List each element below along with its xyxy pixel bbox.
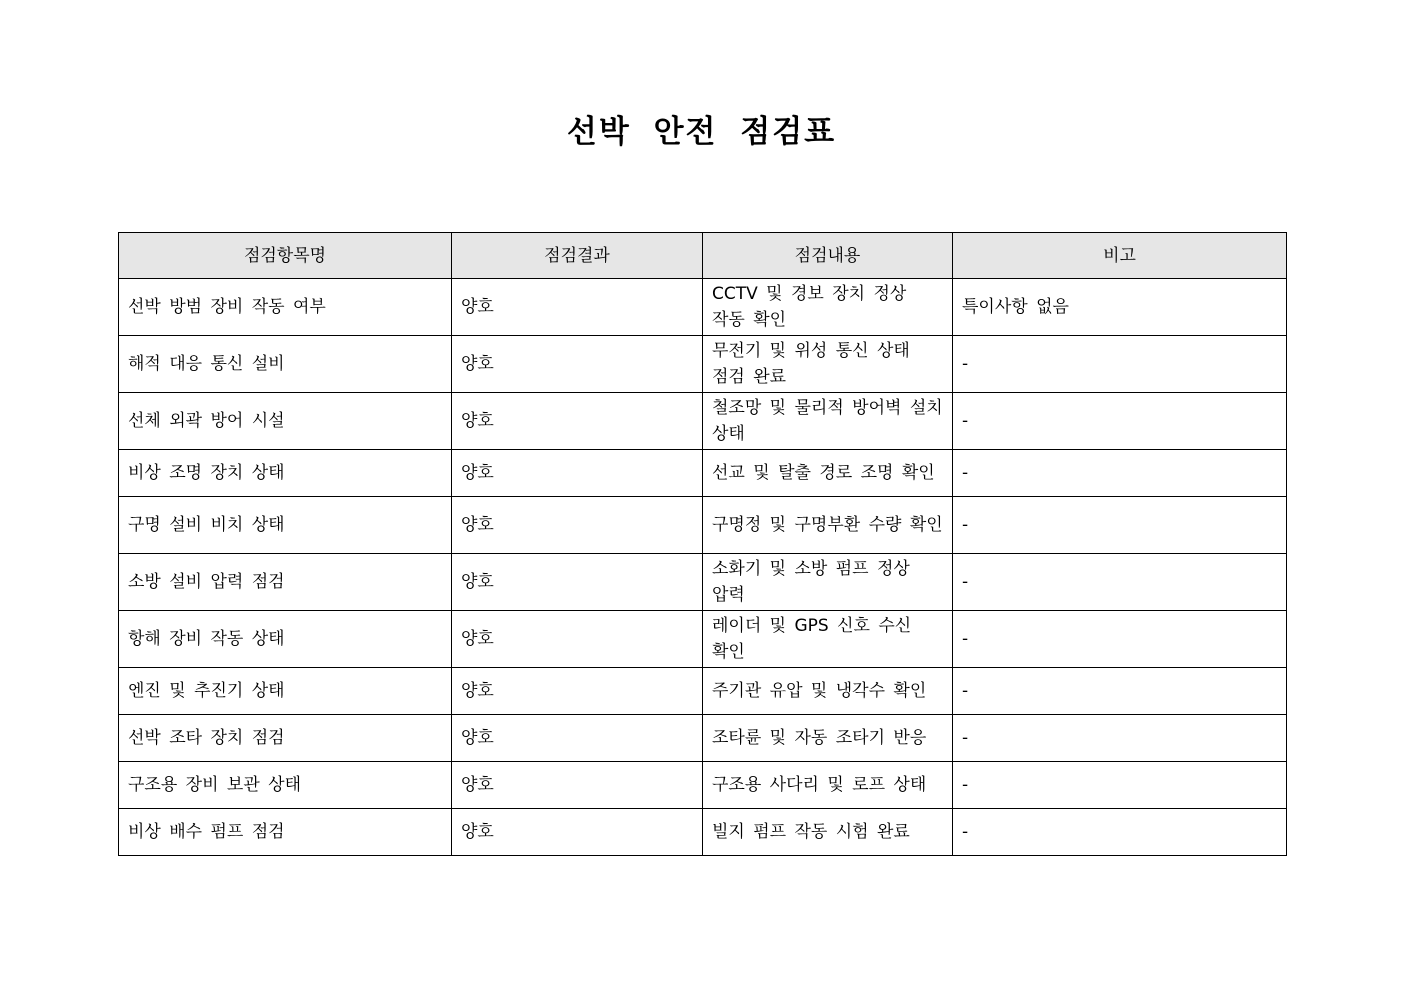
cell-note: - (953, 450, 1287, 497)
cell-note: - (953, 762, 1287, 809)
cell-detail (703, 809, 953, 856)
cell-item: 해적 대응 통신 설비 (119, 336, 452, 393)
table-row (119, 279, 1287, 336)
cell-result: 양호 (452, 715, 703, 762)
cell-item: 소방 설비 압력 점검 (119, 554, 452, 611)
table-row (119, 450, 1287, 497)
cell-note: - (953, 497, 1287, 554)
detail-text: 빌지 펌프 작동 시험 완료 (712, 822, 910, 842)
detail-text: 철조망 및 물리적 방어벽 설치 상태 (712, 398, 943, 444)
detail-text: 구조용 사다리 및 로프 상태 (712, 775, 927, 795)
cell-detail (703, 715, 953, 762)
cell-item: 항해 장비 작동 상태 (119, 611, 452, 668)
detail-text: 레이더 및 GPS 신호 수신 확인 (712, 616, 912, 662)
cell-item: 선박 방범 장비 작동 여부 (119, 279, 452, 336)
cell-detail (703, 554, 953, 611)
table-row (119, 668, 1287, 715)
header-note: 비고 (953, 233, 1287, 279)
table-header-row (119, 233, 1287, 279)
cell-note: - (953, 715, 1287, 762)
page-title: 선박 안전 점검표 (566, 114, 837, 150)
table-row (119, 611, 1287, 668)
header-item: 점검항목명 (119, 233, 452, 279)
table-row (119, 809, 1287, 856)
cell-note: - (953, 809, 1287, 856)
cell-detail (703, 336, 953, 393)
cell-item: 비상 배수 펌프 점검 (119, 809, 452, 856)
cell-result: 양호 (452, 762, 703, 809)
table-row (119, 554, 1287, 611)
cell-item: 비상 조명 장치 상태 (119, 450, 452, 497)
cell-result: 양호 (452, 809, 703, 856)
table-row (119, 762, 1287, 809)
cell-detail (703, 497, 953, 554)
inspection-table (118, 232, 1287, 856)
table-row (119, 715, 1287, 762)
table-row (119, 336, 1287, 393)
detail-text: CCTV 및 경보 장치 정상 작동 확인 (712, 284, 907, 330)
detail-text: 소화기 및 소방 펌프 정상 압력 (712, 559, 910, 605)
cell-item: 선체 외곽 방어 시설 (119, 393, 452, 450)
cell-result: 양호 (452, 554, 703, 611)
detail-text: 주기관 유압 및 냉각수 확인 (712, 681, 927, 701)
cell-result: 양호 (452, 611, 703, 668)
cell-detail (703, 393, 953, 450)
cell-result: 양호 (452, 497, 703, 554)
detail-text: 무전기 및 위성 통신 상태 점검 완료 (712, 341, 910, 387)
cell-detail (703, 762, 953, 809)
header-detail: 점검내용 (703, 233, 953, 279)
detail-text: 선교 및 탈출 경로 조명 확인 (712, 463, 935, 483)
cell-result: 양호 (452, 336, 703, 393)
cell-note: - (953, 336, 1287, 393)
detail-text: 구명정 및 구명부환 수량 확인 (712, 515, 943, 535)
detail-text: 조타륜 및 자동 조타기 반응 (712, 728, 927, 748)
cell-detail (703, 450, 953, 497)
cell-result: 양호 (452, 668, 703, 715)
cell-note: - (953, 668, 1287, 715)
cell-detail (703, 668, 953, 715)
cell-note: 특이사항 없음 (953, 279, 1287, 336)
cell-result: 양호 (452, 279, 703, 336)
cell-note: - (953, 611, 1287, 668)
table-row (119, 393, 1287, 450)
cell-item: 구명 설비 비치 상태 (119, 497, 452, 554)
header-result: 점검결과 (452, 233, 703, 279)
cell-note: - (953, 554, 1287, 611)
cell-item: 구조용 장비 보관 상태 (119, 762, 452, 809)
cell-item: 엔진 및 추진기 상태 (119, 668, 452, 715)
cell-item: 선박 조타 장치 점검 (119, 715, 452, 762)
cell-result: 양호 (452, 393, 703, 450)
cell-note: - (953, 393, 1287, 450)
table-row (119, 497, 1287, 554)
cell-detail (703, 611, 953, 668)
cell-result: 양호 (452, 450, 703, 497)
cell-detail (703, 279, 953, 336)
